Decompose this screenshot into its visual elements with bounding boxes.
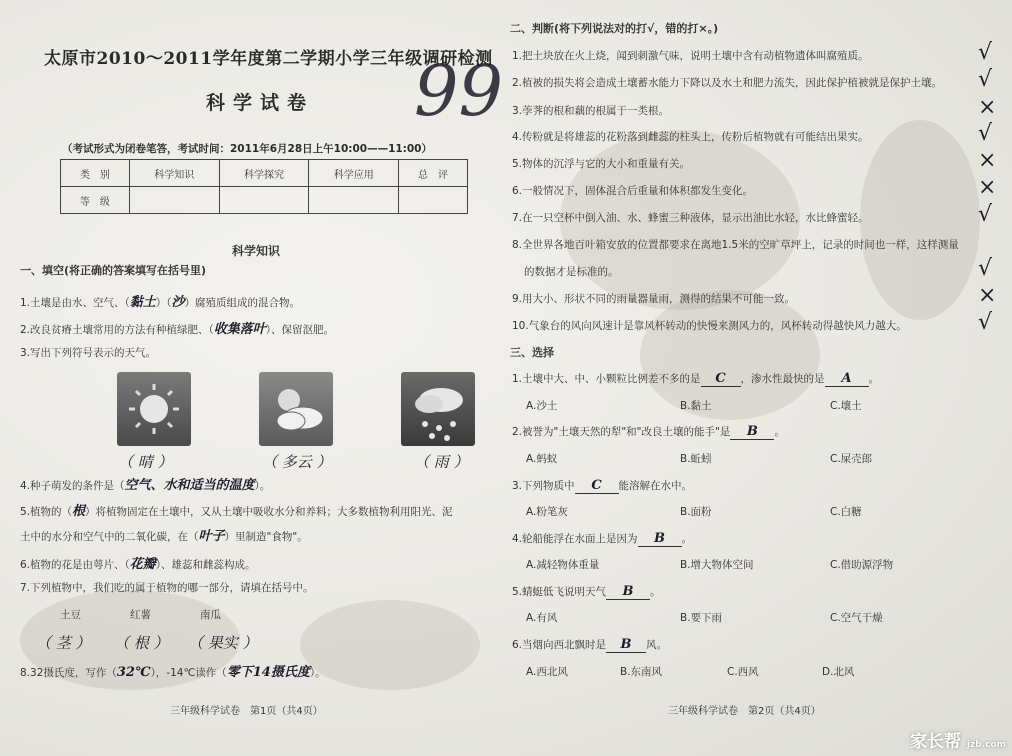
judge-item: 4.传粉就是将雄蕊的花粉落到雌蕊的柱头上，传粉后植物就有可能结出果实。 [512,131,869,143]
choice-option: A.粉笔灰 [526,506,568,518]
question-5: 5.植物的（根）将植物固定在土壤中，又从土壤中吸收水分和养料；大多数植物利用阳光、泥 [20,504,453,519]
handwritten-score: 99 [414,50,504,132]
judge-item: 8.全世界各地百叶箱安放的位置都要求在离地1.5米的空旷草坪上，记录的时间也一样，这样测量 [512,239,959,251]
question-6: 6.植物的花是由萼片、（花瓣）、雄蕊和雌蕊构成。 [20,557,256,572]
question-5-cont: 土中的水分和空气中的二氧化碳，在（叶子）里制造"食物"。 [20,529,308,544]
choice-question-4: 4.轮船能浮在水面上是因为 B 。 [512,531,693,546]
answer: B [606,637,646,653]
question-1: 1.土壤是由水、空气、（黏土）（沙）腐殖质组成的混合物。 [20,295,301,310]
choice-question-1: 1.土壤中大、中、小颗粒比例差不多的是 C ，渗水性最快的是 A 。 [512,371,880,386]
choice-option: A.蚂蚁 [526,453,558,465]
grade-cell [219,187,309,214]
judge-mark: √ [978,202,993,227]
choice-option: C.西风 [727,666,759,678]
choice-option: A.西北风 [526,666,568,678]
answer: 收集落叶 [213,322,266,337]
judge-mark: × [978,175,997,200]
exam-subtitle: 科学试卷 [206,92,315,114]
part1-title: 一、填空(将正确的答案填写在括号里) [20,264,207,277]
choice-option: B.面粉 [680,506,712,518]
choice-option: B.黏土 [680,400,712,412]
judge-mark: √ [978,121,993,146]
grade-cell [129,187,219,214]
answer: C [701,371,741,387]
grade-header: 科学应用 [309,160,399,187]
choice-option: A.有风 [526,612,558,624]
judge-item: 3.荸荠的根和藕的根属于一类根。 [512,105,670,117]
question-8: 8.32摄氏度，写作（32℃），-14℃读作（零下14摄氏度）。 [20,665,326,680]
choice-option: C.借助源浮物 [830,559,894,571]
choice-option: C.壤土 [830,400,862,412]
grade-header: 科学探究 [219,160,309,187]
judge-mark: × [978,95,997,120]
judge-item: 2.植被的损失将会造成土壤蓄水能力下降以及水土和肥力流失，因此保护植被就是保护土壤。 [512,77,943,89]
question-2: 2.改良贫瘠土壤常用的方法有种植绿肥、（收集落叶）、保留沤肥。 [20,322,335,337]
answer: 黏土 [129,295,156,310]
judge-item: 9.用大小、形状不同的雨量器量雨，测得的结果不可能一致。 [512,293,796,305]
plant-answer: （ 果实 ） [188,634,258,652]
judge-item-cont: 的数据才是标准的。 [524,266,619,278]
answer: 空气、水和适当的温度 [124,478,255,493]
choice-question-5: 5.蜻蜓低飞说明天气 B 。 [512,584,661,599]
exam-title: 太原市2010～2011学年度第二学期小学三年级调研检测 [44,49,493,69]
choice-option: A.减轻物体重量 [526,559,600,571]
rain-icon [401,372,475,446]
plant-label: 土豆 [60,609,81,621]
choice-option: C.屎壳郎 [830,453,873,465]
choice-option: B.东南风 [620,666,663,678]
answer: B [606,584,650,600]
weather-answer: （ 多云 ） [262,453,332,471]
plant-label: 南瓜 [200,609,221,621]
judge-item: 7.在一只空杯中倒入油、水、蜂蜜三种液体，显示出油比水轻，水比蜂蜜轻。 [512,212,869,224]
answer: B [730,424,774,440]
choice-option: D.北风 [822,666,855,678]
watermark-brand: 家长帮 [909,732,961,752]
question-3: 3.写出下列符号表示的天气。 [20,347,157,359]
choice-option: C.白糖 [830,506,862,518]
choice-question-3: 3.下列物质中 C 能溶解在水中。 [512,478,693,493]
choice-option: B.增大物体空间 [680,559,754,571]
watermark-url: jzb.com [966,740,1006,750]
answer: C [575,478,619,494]
judge-item: 10.气象台的风向风速计是靠风杯转动的快慢来测风力的，风杯转动得越快风力越大。 [512,320,907,332]
grade-row-label: 等 级 [61,187,130,214]
choice-question-2: 2.被誉为"土壤天然的犁"和"改良土壤的能手"是 B 。 [512,424,785,439]
weather-answer: （ 雨 ） [414,453,469,471]
part3-title: 三、选择 [510,346,554,359]
answer: 叶子 [198,529,225,544]
exam-info: （考试形式为闭卷笔答，考试时间：2011年6月28日上午10:00——11:00） [62,143,432,155]
answer: 32℃ [116,665,151,680]
choice-question-6: 6.当烟向西北飘时是 B 风。 [512,637,668,652]
judge-mark: √ [978,40,993,65]
question-7: 7.下列植物中，我们吃的属于植物的哪一部分，请填在括号中。 [20,582,314,594]
plant-answer: （ 茎 ） [36,634,91,652]
answer: B [638,531,682,547]
choice-option: A.沙土 [526,400,558,412]
judge-mark: √ [978,256,993,281]
partly-cloudy-icon [259,372,333,446]
judge-mark: √ [978,310,993,335]
grade-cell [399,187,468,214]
site-watermark [910,727,1006,752]
plant-label: 红薯 [130,609,151,621]
choice-option: B.蚯蚓 [680,453,712,465]
grade-table [60,159,468,214]
page-footer-left: 三年级科学试卷 第1页（共4页） [170,706,323,717]
grade-header: 总 评 [399,160,468,187]
question-4: 4.种子萌发的条件是（空气、水和适当的温度）。 [20,478,271,493]
section-title: 科学知识 [232,244,281,258]
judge-mark: × [978,148,997,173]
judge-mark: × [978,283,997,308]
answer: 零下14摄氏度 [226,665,310,680]
weather-answer: （ 晴 ） [118,453,173,471]
judge-item: 5.物体的沉浮与它的大小和重量有关。 [512,158,691,170]
judge-mark: √ [978,67,993,92]
answer: 沙 [171,295,185,310]
part2-title: 二、判断(将下列说法对的打√，错的打×。) [510,22,719,35]
answer: A [825,371,869,387]
grade-cell [309,187,399,214]
page-footer-right: 三年级科学试卷 第2页（共4页） [668,706,821,717]
judge-item: 1.把土块放在火上烧，闻到刺激气味，说明土壤中含有动植物遗体叫腐殖质。 [512,50,869,62]
choice-option: C.空气干燥 [830,612,883,624]
grade-header: 类 别 [61,160,130,187]
answer: 根 [72,504,86,519]
sunny-icon [117,372,191,446]
answer: 花瓣 [129,557,156,572]
plant-answer: （ 根 ） [114,634,169,652]
judge-item: 6.一般情况下，固体混合后重量和体积都发生变化。 [512,185,754,197]
grade-header: 科学知识 [129,160,219,187]
choice-option: B.要下雨 [680,612,723,624]
